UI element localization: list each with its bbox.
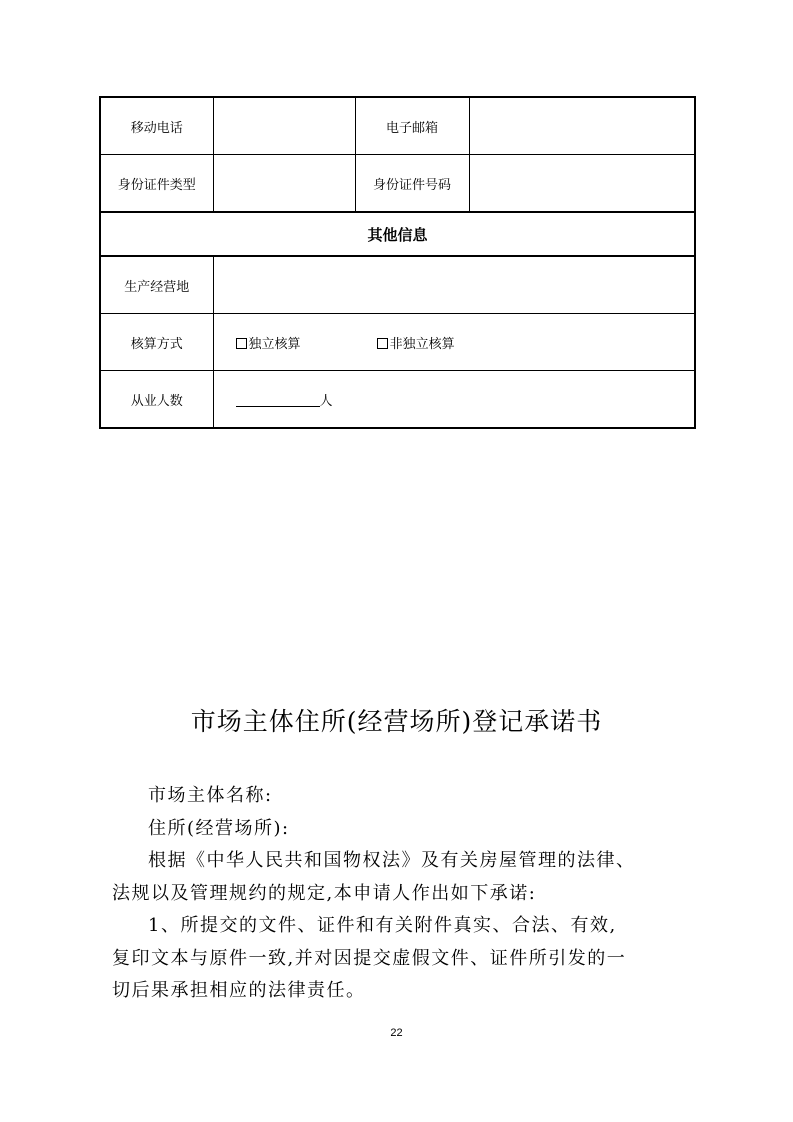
accounting-method-label: 核算方式	[100, 314, 213, 371]
employees-field	[213, 371, 695, 429]
item1-line-3: 切后果承担相应的法律责任。	[112, 980, 366, 1001]
registration-info-table	[99, 96, 696, 429]
item1-line-2: 复印文本与原件一致,并对因提交虚假文件、证件所引发的一	[112, 947, 627, 969]
option-label: 非独立核算	[389, 336, 455, 352]
accounting-option-non-independent[interactable]	[377, 337, 455, 352]
accounting-option-independent[interactable]	[236, 337, 305, 352]
checkbox-icon[interactable]	[377, 338, 388, 349]
table-row	[100, 212, 695, 256]
commitment-body	[112, 780, 682, 1008]
employees-unit: 人	[319, 393, 333, 409]
id-number-field[interactable]	[469, 155, 695, 213]
employees-label: 从业人数	[100, 371, 213, 429]
mobile-label: 移动电话	[100, 97, 213, 155]
email-label: 电子邮箱	[355, 97, 469, 155]
accounting-method-options	[213, 314, 695, 371]
table-row	[100, 314, 695, 371]
entity-name-label: 市场主体名称:	[148, 785, 273, 806]
intro-line-2: 法规以及管理规约的规定,本申请人作出如下承诺:	[112, 882, 537, 904]
intro-line-1: 根据《中华人民共和国物权法》及有关房屋管理的法律、	[148, 850, 636, 871]
table-row	[100, 97, 695, 155]
option-label: 独立核算	[248, 336, 301, 352]
mobile-field[interactable]	[213, 97, 355, 155]
employees-blank[interactable]	[236, 394, 320, 407]
checkbox-icon[interactable]	[236, 338, 247, 349]
page-number: 22	[390, 1027, 403, 1039]
id-type-label: 身份证件类型	[100, 155, 213, 213]
production-site-label: 生产经营地	[100, 256, 213, 314]
email-field[interactable]	[469, 97, 695, 155]
commitment-title: 市场主体住所(经营场所)登记承诺书	[190, 707, 603, 736]
table-row	[100, 155, 695, 213]
address-label: 住所(经营场所):	[148, 817, 290, 839]
item1-line-1: 1、所提交的文件、证件和有关附件真实、合法、有效,	[148, 915, 617, 936]
table-row	[100, 371, 695, 429]
id-number-label: 身份证件号码	[355, 155, 469, 213]
table-row	[100, 256, 695, 314]
section-title-other-info: 其他信息	[100, 212, 695, 256]
production-site-field[interactable]	[213, 256, 695, 314]
id-type-field[interactable]	[213, 155, 355, 213]
